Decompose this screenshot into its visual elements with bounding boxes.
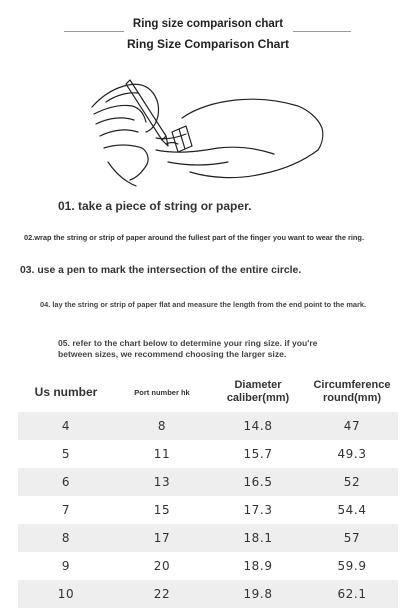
cell-hk: 17 (114, 524, 210, 552)
cell-us: 4 (18, 412, 114, 440)
chart-title-top: Ring size comparison chart (132, 18, 284, 30)
table-row (18, 496, 398, 524)
table-header-row (18, 372, 398, 412)
ring-size-table (18, 372, 398, 608)
step-2-text: 02.wrap the string or strip of paper around the fullest part of the finger you want to wear the ring. (24, 233, 365, 242)
chart-title-main: Ring Size Comparison Chart (126, 37, 290, 51)
cell-dia: 16.5 (210, 468, 306, 496)
title-divider-right (293, 31, 351, 32)
table-row (18, 580, 398, 608)
cell-dia: 17.3 (243, 503, 273, 517)
cell-hk: 22 (114, 580, 210, 608)
cell-hk: 20 (153, 559, 171, 573)
cell-hk: 8 (114, 412, 210, 440)
table-row (18, 524, 398, 552)
header-circumference-line-1: Circumference (313, 379, 391, 391)
header-diameter (210, 372, 306, 412)
step-5-text (58, 338, 378, 360)
cell-dia: 14.8 (210, 412, 306, 440)
cell-us: 7 (61, 503, 71, 517)
cell-dia: 19.8 (210, 580, 306, 608)
step-3-text: 03. use a pen to mark the intersection of the entire circle. (20, 265, 302, 276)
step-4-text: 04. lay the string or strip of paper flat and measure the length from the end point to the mark. (40, 300, 367, 309)
title-divider-left (64, 31, 124, 32)
cell-hk: 15 (153, 503, 171, 517)
table-row (18, 412, 398, 440)
cell-us: 10 (18, 580, 114, 608)
header-port-number-hk: Port number hk (134, 387, 190, 397)
cell-us: 9 (61, 559, 71, 573)
cell-dia: 18.9 (243, 559, 273, 573)
step-5-line-1: 05. refer to the chart below to determine your ring size. if you're (58, 338, 318, 348)
cell-circ: 57 (306, 524, 398, 552)
header-circumference-line-2: round(mm) (322, 392, 382, 404)
cell-dia: 15.7 (243, 447, 273, 461)
cell-hk: 11 (153, 447, 171, 461)
cell-hk: 13 (114, 468, 210, 496)
cell-us: 6 (18, 468, 114, 496)
cell-us: 5 (61, 447, 71, 461)
table-row (18, 552, 398, 580)
table-body (18, 412, 398, 608)
header-diameter-line-2: caliber(mm) (226, 392, 290, 404)
table-row (18, 440, 398, 468)
cell-us: 8 (18, 524, 114, 552)
header-us-number: Us number (34, 385, 98, 399)
step-5-line-2: between sizes, we recommend choosing the larger size. (58, 349, 287, 359)
hand-measuring-finger-icon (86, 62, 326, 192)
cell-circ: 47 (306, 412, 398, 440)
cell-circ: 54.4 (337, 503, 367, 517)
header-diameter-line-1: Diameter (234, 379, 282, 391)
cell-circ: 52 (306, 468, 398, 496)
cell-circ: 59.9 (337, 559, 367, 573)
cell-circ: 62.1 (306, 580, 398, 608)
table-row (18, 468, 398, 496)
step-1-text: 01. take a piece of string or paper. (58, 199, 252, 213)
header-circumference (306, 372, 398, 412)
cell-dia: 18.1 (210, 524, 306, 552)
cell-circ: 49.3 (337, 447, 367, 461)
